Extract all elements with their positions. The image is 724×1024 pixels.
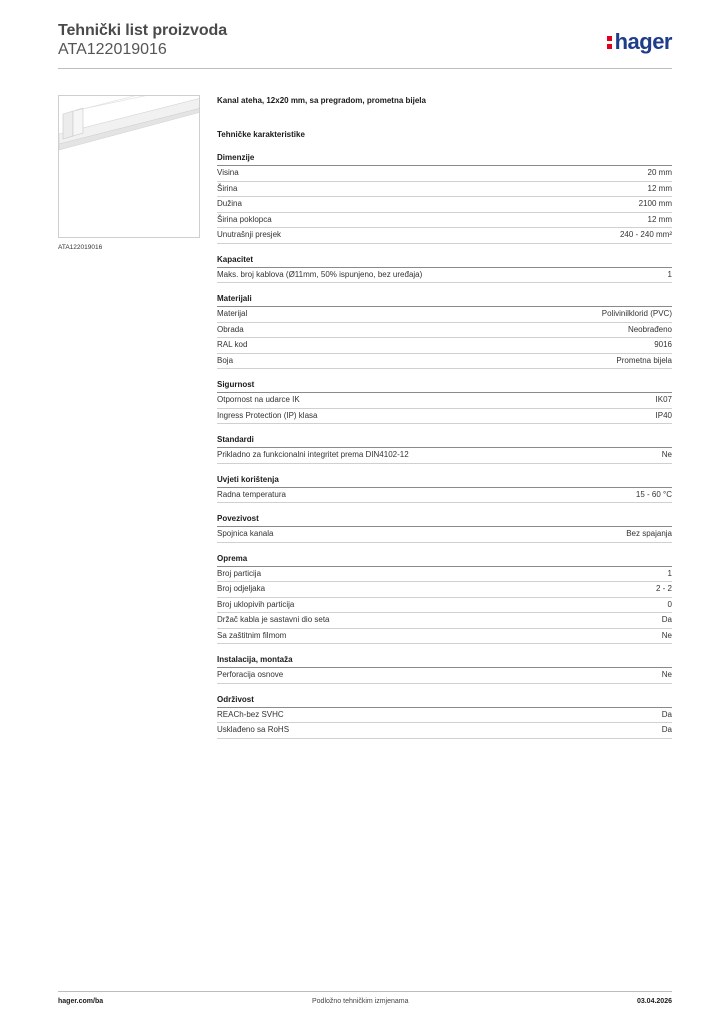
section-title: Uvjeti korištenja	[217, 474, 672, 488]
footer-date: 03.04.2026	[636, 998, 672, 1005]
spec-row	[217, 197, 672, 213]
image-caption: ATA122019016	[58, 244, 103, 251]
spec-value: Prometna bijela	[616, 355, 672, 365]
spec-row	[217, 567, 672, 583]
spec-value: 9016	[654, 340, 672, 349]
spec-row	[217, 708, 672, 724]
spec-row	[217, 629, 672, 645]
spec-section	[217, 293, 672, 369]
spec-label: Sa zaštitnim filmom	[217, 630, 287, 640]
spec-label: Držač kabla je sastavni dio seta	[217, 615, 330, 624]
spec-row	[217, 409, 672, 425]
document-title: Tehnički list proizvoda	[58, 22, 227, 39]
spec-section	[217, 553, 672, 645]
spec-value: 15 - 60 °C	[635, 489, 672, 499]
footer-notice: Podložno tehničkim izmjenama	[312, 998, 409, 1005]
spec-row	[217, 166, 672, 182]
spec-value: Polivinilklorid (PVC)	[601, 309, 672, 318]
spec-label: Boja	[217, 355, 234, 365]
spec-label: Spojnica kanala	[217, 529, 274, 538]
spec-value: 12 mm	[647, 183, 672, 193]
product-image	[58, 95, 200, 238]
spec-row	[217, 448, 672, 464]
spec-label: Broj odjeljaka	[217, 584, 266, 593]
spec-value: Da	[661, 709, 672, 719]
section-title: Materijali	[217, 293, 672, 307]
spec-value: Ne	[661, 450, 672, 459]
spec-value: Da	[661, 725, 672, 734]
spec-label: Broj particija	[217, 568, 262, 578]
spec-label: Radna temperatura	[217, 489, 286, 499]
spec-section	[217, 379, 672, 424]
footer-website: hager.com/ba	[58, 998, 104, 1005]
spec-row	[217, 613, 672, 629]
section-title: Sigurnost	[217, 379, 672, 393]
spec-row	[217, 582, 672, 598]
spec-row	[217, 182, 672, 198]
spec-label: Broj uklopivih particija	[217, 599, 295, 609]
spec-row	[217, 668, 672, 684]
spec-value: 1	[667, 269, 672, 279]
spec-value: IP40	[655, 410, 672, 420]
spec-value: 2 - 2	[655, 584, 672, 593]
spec-value: 1	[667, 568, 672, 578]
spec-section	[217, 694, 672, 739]
spec-row	[217, 323, 672, 339]
spec-value: 240 - 240 mm²	[619, 230, 672, 239]
spec-row	[217, 338, 672, 354]
spec-row	[217, 488, 672, 504]
header-divider	[58, 68, 672, 69]
tech-characteristics-title: Tehničke karakteristike	[217, 130, 305, 139]
spec-label: Širina	[217, 183, 238, 193]
spec-value: Ne	[661, 630, 672, 640]
spec-value: 2100 mm	[638, 199, 672, 208]
page-header	[58, 22, 672, 68]
product-code: ATA122019016	[58, 41, 167, 58]
spec-value: Neobrađeno	[627, 324, 672, 334]
spec-label: REACh-bez SVHC	[217, 709, 284, 719]
spec-row	[217, 268, 672, 284]
spec-sections	[217, 152, 672, 739]
spec-label: Visina	[217, 168, 239, 177]
spec-row	[217, 307, 672, 323]
spec-section	[217, 474, 672, 504]
section-title: Održivost	[217, 694, 672, 708]
spec-label: Ingress Protection (IP) klasa	[217, 410, 318, 420]
spec-label: Maks. broj kablova (Ø11mm, 50% ispunjeno, bez uređaja)	[217, 269, 423, 279]
spec-row	[217, 228, 672, 244]
spec-row	[217, 527, 672, 543]
spec-content	[217, 96, 672, 749]
spec-section	[217, 152, 672, 244]
spec-section	[217, 434, 672, 464]
spec-value: 12 mm	[647, 214, 672, 224]
logo-dots-icon	[607, 32, 613, 50]
spec-row	[217, 723, 672, 739]
cable-duct-illustration	[59, 96, 200, 238]
spec-value: Bez spajanja	[626, 529, 672, 538]
section-title: Dimenzije	[217, 152, 672, 166]
spec-label: Usklađeno sa RoHS	[217, 725, 290, 734]
spec-label: Dužina	[217, 199, 242, 208]
spec-label: Prikladno za funkcionalni integritet prema DIN4102-12	[217, 450, 409, 459]
spec-row	[217, 354, 672, 370]
spec-value: 0	[667, 599, 672, 609]
hager-logo: hager	[607, 29, 672, 55]
spec-value: 20 mm	[647, 168, 672, 177]
spec-row	[217, 393, 672, 409]
product-description: Kanal ateha, 12x20 mm, sa pregradom, prometna bijela	[217, 96, 426, 105]
spec-value: IK07	[655, 395, 672, 404]
spec-section	[217, 654, 672, 684]
section-title: Oprema	[217, 553, 672, 567]
section-title: Standardi	[217, 434, 672, 448]
spec-value: Ne	[661, 670, 672, 679]
spec-label: RAL kod	[217, 340, 248, 349]
spec-section	[217, 513, 672, 543]
spec-label: Perforacija osnove	[217, 670, 284, 679]
spec-section	[217, 254, 672, 284]
spec-row	[217, 598, 672, 614]
section-title: Povezivost	[217, 513, 672, 527]
spec-label: Materijal	[217, 309, 248, 318]
spec-label: Širina poklopca	[217, 214, 272, 224]
spec-label: Obrada	[217, 324, 244, 334]
spec-row	[217, 213, 672, 229]
spec-value: Da	[661, 615, 672, 624]
spec-label: Unutrašnji presjek	[217, 230, 282, 239]
section-title: Kapacitet	[217, 254, 672, 268]
spec-label: Otpornost na udarce IK	[217, 395, 300, 404]
footer-divider	[58, 991, 672, 992]
section-title: Instalacija, montaža	[217, 654, 672, 668]
